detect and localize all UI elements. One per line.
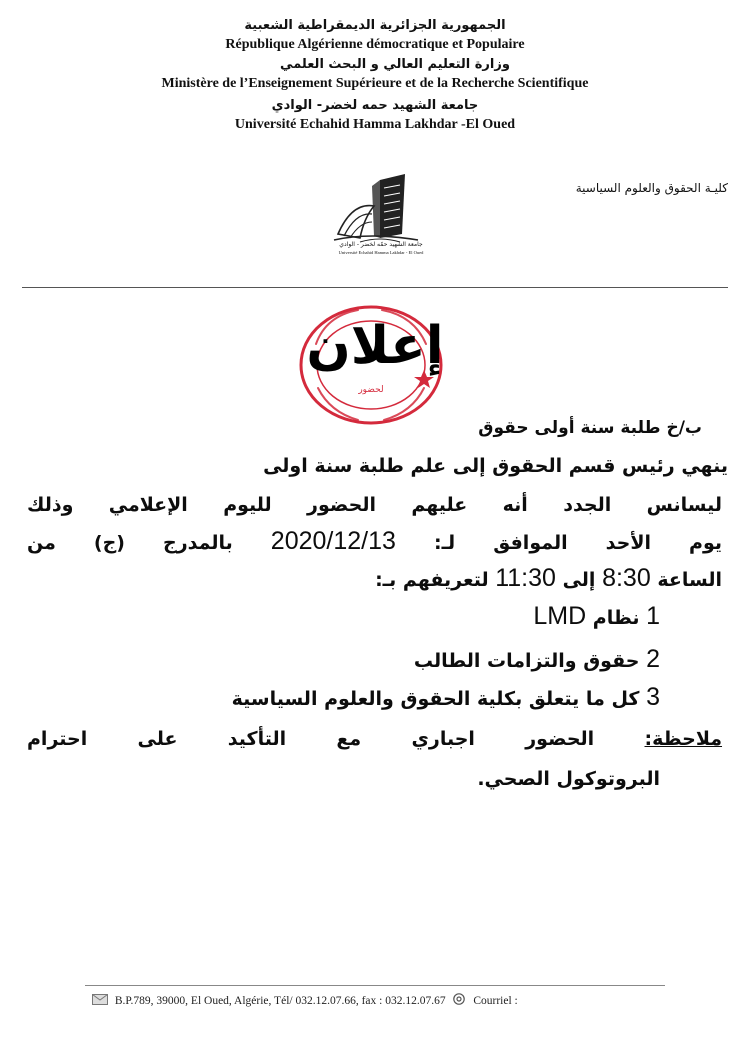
- ministry-fr: Ministère de l’Enseignement Supérieure et de la Recherche Scientifique: [161, 76, 589, 91]
- list-item-3: [232, 683, 660, 712]
- announcement-title: إعلان: [306, 316, 444, 376]
- ministry-ar: وزارة التعليم العالي و البحث العلمي: [280, 57, 510, 72]
- item-number: 3: [646, 683, 660, 711]
- footer-courriel: Courriel :: [473, 995, 518, 1007]
- date-intro: يوم الأحد الموافق لـ:: [433, 532, 722, 554]
- topics-intro: لتعريفهم بـ:: [375, 569, 489, 591]
- mail-icon: [92, 994, 108, 1005]
- university-ar: جامعة الشهيد حمه لخضر- الوادي: [271, 98, 479, 113]
- list-item-2: [414, 645, 660, 674]
- note-text: الحضور اجباري مع التأكيد على احترام: [27, 728, 595, 750]
- stamp-center-text: لحضور: [358, 385, 384, 395]
- item-number: 2: [646, 645, 660, 673]
- note-line-2: البروتوكول الصحي.: [477, 768, 660, 790]
- footer-address: B.P.789, 39000, El Oued, Algérie, Tél/ 032.12.07.66, fax : 032.12.07.67: [114, 995, 446, 1007]
- footer-divider: [85, 985, 665, 986]
- list-item-1: [533, 602, 660, 631]
- item-text: كل ما يتعلق بكلية الحقوق والعلوم السياسية: [231, 688, 640, 710]
- time-to: إلى: [562, 569, 596, 591]
- body-line-2: ليسانس الجدد أنه عليهم الحضور لليوم الإعلامي وذلك: [27, 494, 722, 516]
- logo-caption-ar: جامعة الشهيد حمّه لخضر - الوادي: [339, 241, 423, 248]
- body-line-3: [27, 527, 722, 556]
- body-line-1: ينهي رئيس قسم الحقوق إلى علم طلبة سنة اولى: [263, 455, 728, 477]
- logo-caption-fr: Université Echahid Hamma Lakhdar - El Oued: [338, 250, 424, 255]
- time-start: 8:30: [602, 564, 651, 592]
- item-text: نظام: [592, 607, 640, 629]
- item-number: 1: [646, 602, 660, 630]
- item-latin: LMD: [533, 602, 587, 630]
- university-fr: Université Echahid Hamma Lakhdar -El Oued: [234, 117, 516, 132]
- faculty-name: كليـة الحقوق والعلوم السياسية: [575, 181, 728, 195]
- time-end: 11:30: [495, 564, 556, 592]
- at-email-icon: [452, 993, 466, 1005]
- header-divider: [22, 287, 728, 288]
- item-text: حقوق والتزامات الطالب: [413, 650, 640, 672]
- time-intro: الساعة: [657, 569, 722, 591]
- republic-fr: République Algérienne démocratique et Populaire: [225, 37, 525, 52]
- venue: بالمدرج (ج) من: [27, 532, 233, 554]
- republic-ar: الجمهورية الجزائرية الديمقراطية الشعبية: [244, 18, 506, 33]
- addressee: ب/خ طلبة سنة أولى حقوق: [478, 418, 702, 438]
- body-line-4: [375, 564, 722, 593]
- note-line-1: [27, 728, 722, 750]
- event-date: 2020/12/13: [270, 527, 396, 555]
- footer-contact: [92, 993, 518, 1007]
- note-label: ملاحظة:: [644, 728, 723, 750]
